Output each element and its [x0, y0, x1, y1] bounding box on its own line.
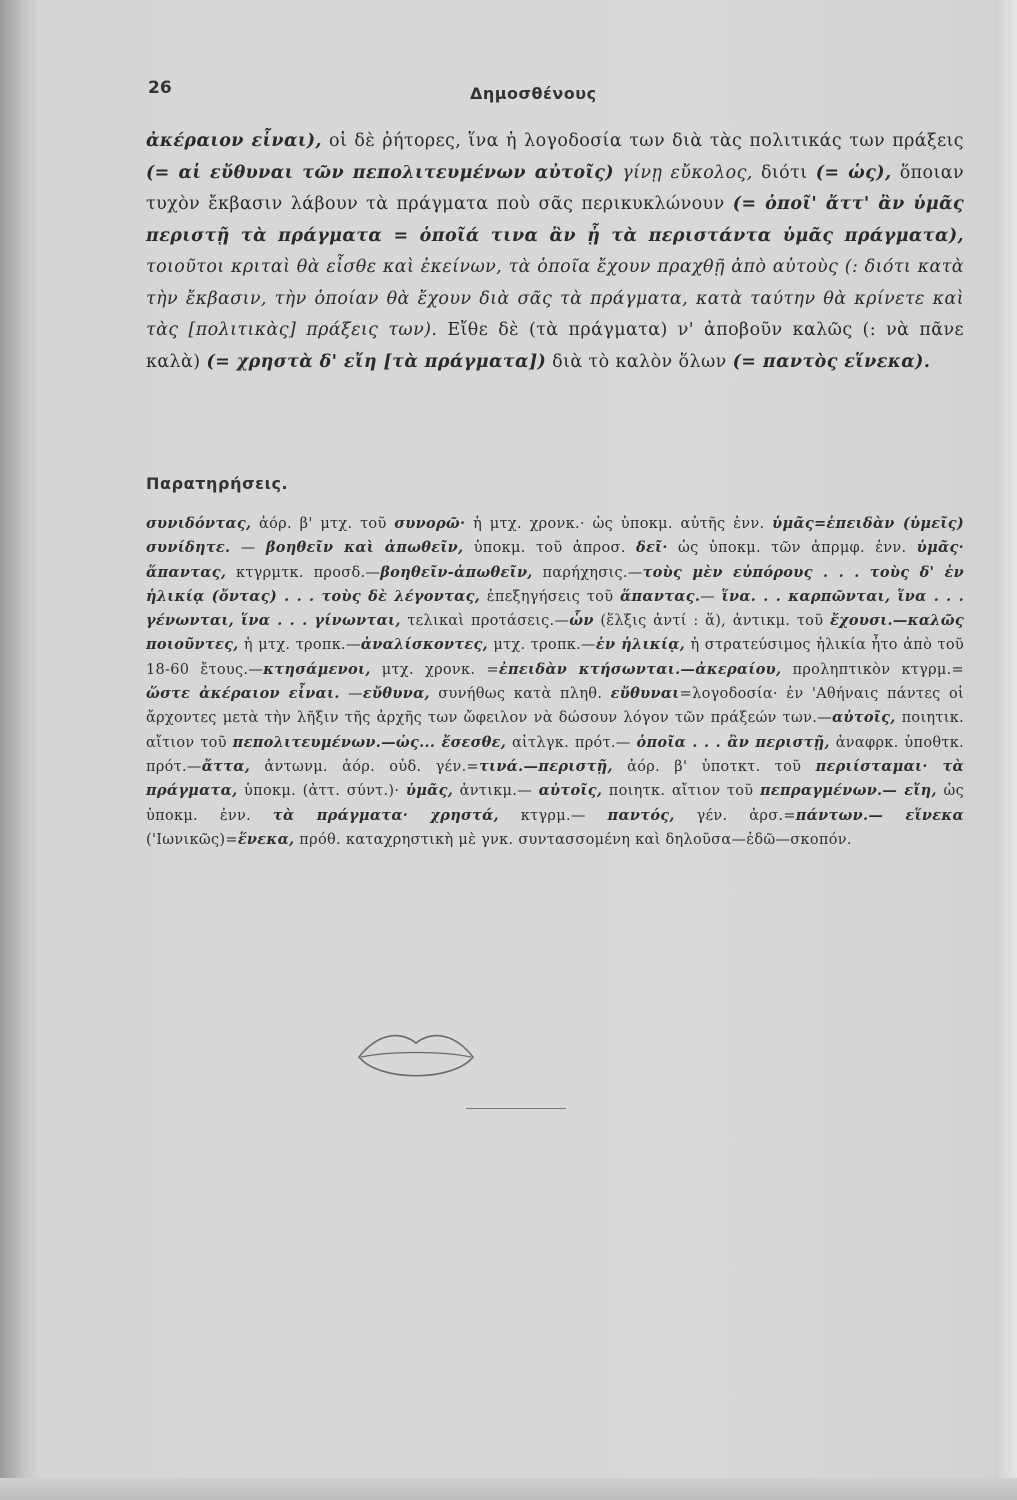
- main-text-run: διὰ τὸ καλὸν ὅλων: [546, 351, 733, 372]
- note-run: ὥστε ἀκέραιον εἶναι.: [146, 685, 340, 703]
- note-run: ('Ιωνικῶς)=: [146, 831, 238, 848]
- note-run: μτχ. χρονκ. =: [370, 661, 499, 678]
- main-text-run: διότι: [752, 162, 816, 183]
- note-run: ἐπειδὰν κτήσωνται.—ἀκεραίου,: [498, 660, 782, 678]
- note-run: γέν. ἀρσ.=: [674, 807, 796, 824]
- note-run: ἡ μτχ. χρονκ.· ὡς ὑποκμ. αὐτῆς ἐνν.: [465, 516, 773, 532]
- note-run: ὧν: [569, 612, 594, 630]
- note-run: —: [339, 686, 363, 703]
- note-run: ὑμᾶς,: [405, 782, 454, 800]
- note-run: —: [230, 540, 266, 557]
- note-run: πρόθ. καταχρηστικὴ μὲ γνκ. συντασσομένη καὶ δηλοῦσα—ἐδῶ—σκοπόν.: [294, 831, 852, 848]
- main-text-run: [614, 163, 622, 183]
- note-run: τοὺς μὲν εὐπόρους . . . τοὺς δ' ἐν ἡλικίᾳ (ὄντας) . . . τοὺς δὲ λέγοντας,: [146, 563, 965, 605]
- note-run: κτγρμ.—: [498, 807, 608, 824]
- note-run: ὑποκμ. (ἀττ. σύντ.)·: [237, 783, 406, 800]
- note-run: ἀναλίσκοντες,: [360, 636, 488, 654]
- note-run: αἰτλγκ. πρότ.—: [506, 734, 637, 751]
- note-run: ὡς ὑποκμ. τῶν ἀπρμφ. ἐνν.: [667, 540, 917, 557]
- note-run: ἀντικμ.—: [453, 783, 539, 800]
- main-text-run: (= χρηστὰ δ' εἴη [τὰ πράγματα]): [206, 351, 547, 372]
- main-text-run: (= παντὸς εἵνεκα).: [732, 351, 931, 372]
- note-run: συνορῶ·: [394, 515, 466, 532]
- note-run: κτγρμτκ. προσδ.—: [226, 564, 381, 581]
- note-run: ἡ μτχ. τροπκ.—: [238, 637, 361, 654]
- page-edge-right: [995, 0, 1017, 1500]
- note-run: ἀόρ. β' ὑποτκτ. τοῦ: [612, 758, 816, 775]
- note-run: —: [700, 588, 722, 605]
- note-run: εὔθυνα,: [362, 685, 430, 703]
- closing-rule: [466, 1108, 566, 1109]
- main-text-run: (= ὁποῖ' ἄττ' ἂν ὑμᾶς περιστῇ τὰ πράγματα = ὁποῖά τινα ἂν ᾖ τὰ περιστάντα ὑμᾶς πράγματα),: [146, 194, 965, 246]
- main-text-run: οἱ δὲ ῥήτορες, ἵνα ἡ λογοδοσία των διὰ τὰς πολιτικάς των πράξεις: [321, 131, 964, 151]
- main-text-run: ἀκέραιον εἶναι),: [146, 131, 322, 151]
- main-text-run: γίνῃ εὔκολος,: [622, 162, 753, 183]
- main-text-run: τοιοῦτοι κριταὶ θὰ εἶσθε καὶ ἐκείνων, τὰ ὁποῖα ἔχουν πραχθῇ ἀπὸ αὐτοὺς (: διότι κατὰ τὴν ἔκβασιν, τὴν ὁποίαν θὰ ἔχουν διὰ σᾶς τὰ πράγματα, κατὰ ταύτην θὰ κρίνετε καὶ τὰς [πολιτικὰς] πράξεις των).: [146, 257, 964, 340]
- note-run: ἀναφρκ. ὑποθτκ. πρότ.—: [146, 734, 964, 775]
- note-run: ἕνεκα,: [237, 830, 295, 848]
- note-run: αὐτοῖς,: [538, 782, 603, 800]
- note-run: περιίσταμαι· τὰ πράγματα,: [146, 757, 964, 800]
- note-run: ἐπεξηγήσεις τοῦ: [480, 588, 620, 605]
- note-run: ἀόρ. β' μτχ. τοῦ: [251, 516, 395, 532]
- note-run: τὰ πράγματα· χρηστά,: [272, 806, 499, 824]
- note-run: αὐτοῖς,: [831, 709, 896, 727]
- note-run: προληπτικὸν κτγρμ.=: [781, 661, 965, 678]
- lip-ornament-icon: [355, 1026, 477, 1088]
- note-run: ἅπαντας.: [620, 587, 701, 605]
- note-run: ὑμᾶς· ἅπαντας,: [146, 539, 964, 581]
- note-run: ἡ στρατεύσιμος ἡλικία ἦτο ἀπὸ τοῦ 18-60 ἔτους.—: [146, 637, 965, 678]
- page-number: 26: [148, 78, 172, 98]
- note-run: (ἕλξις ἀντί : ἅ), ἀντικμ. τοῦ: [593, 613, 830, 630]
- note-run: ποιητκ. αἴτιον τοῦ: [602, 783, 760, 800]
- running-head: Δημοσθένους: [470, 84, 597, 103]
- main-text-run: (= ὡς),: [815, 162, 892, 183]
- note-run: δεῖ·: [635, 539, 668, 557]
- note-run: πεπολιτευμένων.—ὡς... ἔσεσθε,: [232, 733, 507, 751]
- note-run: μτχ. τροπκ.—: [487, 637, 596, 654]
- note-run: ἐν ἡλικίᾳ,: [595, 636, 686, 654]
- notes-text: [146, 512, 964, 852]
- note-run: συνήθως κατὰ πληθ.: [429, 686, 611, 703]
- note-run: τινά.—περιστῇ,: [478, 757, 613, 775]
- note-run: βοηθεῖν-ἀπωθεῖν,: [380, 563, 533, 581]
- note-run: εὔθυναι: [610, 685, 680, 703]
- note-run: =λογοδοσία· ἐν 'Αθήναις πάντες οἱ ἄρχοντες μετὰ τὴν λῆξιν τῆς ἀρχῆς των ὤφειλον νὰ δώσουν λόγον τῶν πράξεών των.—: [146, 686, 964, 727]
- note-run: ποιητικ. αἴτιον τοῦ: [146, 710, 964, 751]
- note-run: ἵνα. . . καρπῶνται, ἵνα . . . γένωνται, ἵνα . . . γίνωνται,: [146, 587, 964, 630]
- note-run: βοηθεῖν καὶ ἀπωθεῖν,: [265, 539, 464, 557]
- main-text-run: ὅποιαν τυχὸν ἔκβασιν λάβουν τὰ πράγματα ποὺ σᾶς περικυκλώνουν: [146, 162, 965, 214]
- note-run: ἔχουσι.—καλῶς ποιοῦντες,: [146, 612, 965, 654]
- main-text-run: (= αἱ εὔθυναι τῶν πεπολιτευμένων αὐτοῖς): [146, 162, 614, 183]
- note-run: συνιδόντας,: [146, 515, 252, 532]
- note-run: ὑποκμ. τοῦ ἀπροσ.: [463, 540, 636, 557]
- note-run: πάντων.— εἵνεκα: [795, 806, 964, 824]
- note-run: παντός,: [607, 806, 675, 824]
- note-run: ὁποῖα . . . ἂν περιστῇ,: [636, 733, 830, 751]
- page-edge-bottom: [0, 1478, 1017, 1500]
- notes-heading: Παρατηρήσεις.: [146, 474, 289, 493]
- note-run: ὑμᾶς=ἐπειδὰν (ὑμεῖς) συνίδητε.: [146, 515, 964, 557]
- note-run: τελικαὶ προτάσεις.—: [400, 613, 570, 630]
- note-run: ἄττα,: [201, 757, 251, 775]
- main-translation-text: [146, 126, 964, 378]
- main-text-run: Εἴθε δὲ (τὰ πράγματα) ν' ἀποβοῦν καλῶς (: νὰ πᾶνε καλὰ): [146, 320, 965, 372]
- note-run: ὡς ὑποκμ. ἐνν.: [146, 783, 964, 824]
- note-run: ἀντωνμ. ἀόρ. οὐδ. γέν.=: [250, 758, 479, 775]
- note-run: κτησάμενοι,: [263, 660, 371, 678]
- note-run: παρήχησις.—: [532, 564, 643, 581]
- note-run: πεπραγμένων.— εἴη,: [759, 782, 937, 800]
